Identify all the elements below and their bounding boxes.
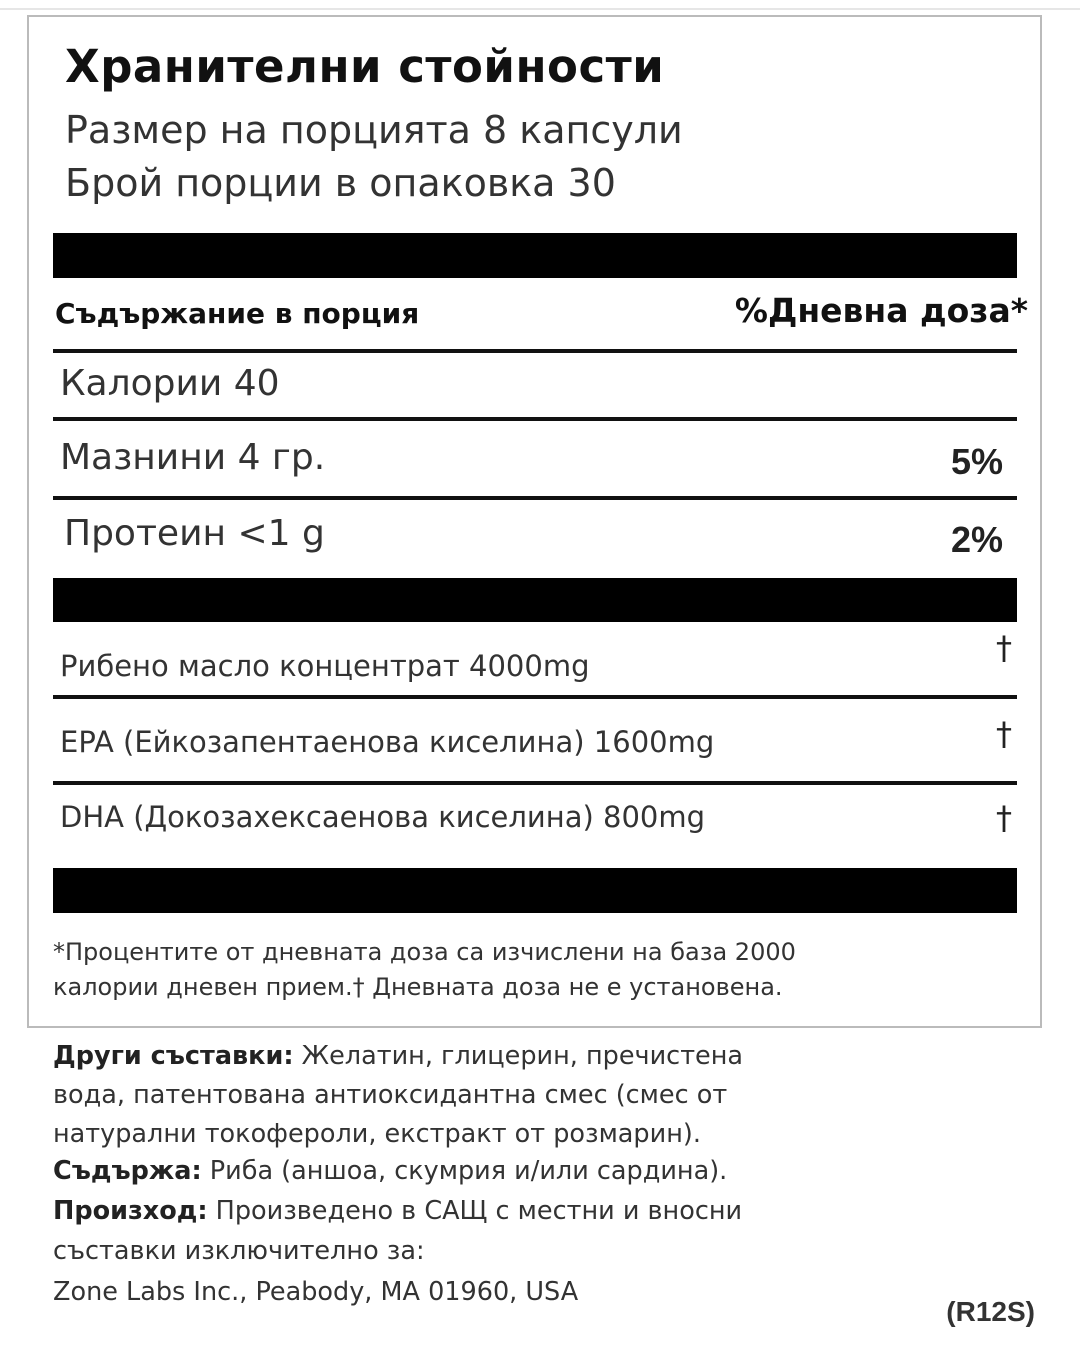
divider bbox=[53, 496, 1017, 500]
nutrient-calories: Калории 40 bbox=[60, 363, 280, 404]
nutrient-protein: Протеин <1 g bbox=[64, 513, 325, 554]
label-title: Хранителни стойности bbox=[65, 40, 665, 93]
ingredient-epa: EPA (Ейкозапентаенова киселина) 1600mg bbox=[60, 725, 715, 759]
ingredient-fish-oil: Рибено масло концентрат 4000mg bbox=[60, 649, 590, 683]
nutrient-fat: Мазнини 4 гр. bbox=[60, 437, 326, 478]
divider bbox=[53, 349, 1017, 353]
other-ingredients-text: Желатин, глицерин, пречистена bbox=[293, 1041, 744, 1071]
footnote-line: *Процентите от дневната доза са изчислени на база 2000 bbox=[53, 938, 796, 966]
origin bbox=[53, 1196, 743, 1226]
thick-divider bbox=[53, 233, 1017, 278]
contains-label: Съдържа: bbox=[53, 1156, 202, 1186]
origin-text: съставки изключително за: bbox=[53, 1236, 425, 1266]
servings-per-container: Брой порции в опаковка 30 bbox=[65, 161, 616, 205]
serving-size: Размер на порцията 8 капсули bbox=[65, 108, 683, 152]
divider bbox=[53, 417, 1017, 421]
other-ingredients-text: вода, патентована антиоксидантна смес (смес от bbox=[53, 1080, 728, 1110]
origin-text: Произведено в САЩ с местни и вносни bbox=[207, 1196, 743, 1226]
protein-daily-value: 2% bbox=[950, 519, 1003, 560]
other-ingredients-text: натурални токофероли, екстракт от розмарин). bbox=[53, 1119, 701, 1149]
contains-text: Риба (аншоа, скумрия и/или сардина). bbox=[201, 1156, 728, 1186]
product-code: (R12S) bbox=[946, 1296, 1035, 1327]
other-ingredients-label: Други съставки: bbox=[53, 1041, 294, 1071]
ingredient-dha: DHA (Докозахексаенова киселина) 800mg bbox=[60, 800, 706, 834]
thick-divider bbox=[53, 578, 1017, 622]
daily-value-header: %Дневна доза* bbox=[734, 291, 1028, 330]
other-ingredients bbox=[53, 1041, 744, 1071]
thick-divider bbox=[53, 868, 1017, 913]
amount-per-serving-header: Съдържание в порция bbox=[55, 297, 420, 330]
top-divider bbox=[0, 8, 1080, 10]
divider bbox=[53, 781, 1017, 785]
origin-label: Произход: bbox=[53, 1196, 208, 1226]
divider bbox=[53, 695, 1017, 699]
dha-dagger: † bbox=[996, 799, 1012, 837]
epa-dagger: † bbox=[996, 715, 1012, 753]
manufacturer-address: Zone Labs Inc., Peabody, MA 01960, USA bbox=[53, 1277, 579, 1307]
fish-oil-dagger: † bbox=[996, 629, 1012, 667]
contains bbox=[53, 1156, 728, 1186]
fat-daily-value: 5% bbox=[950, 441, 1003, 482]
footnote-line: калории дневен прием.† Дневната доза не е установена. bbox=[53, 973, 783, 1001]
